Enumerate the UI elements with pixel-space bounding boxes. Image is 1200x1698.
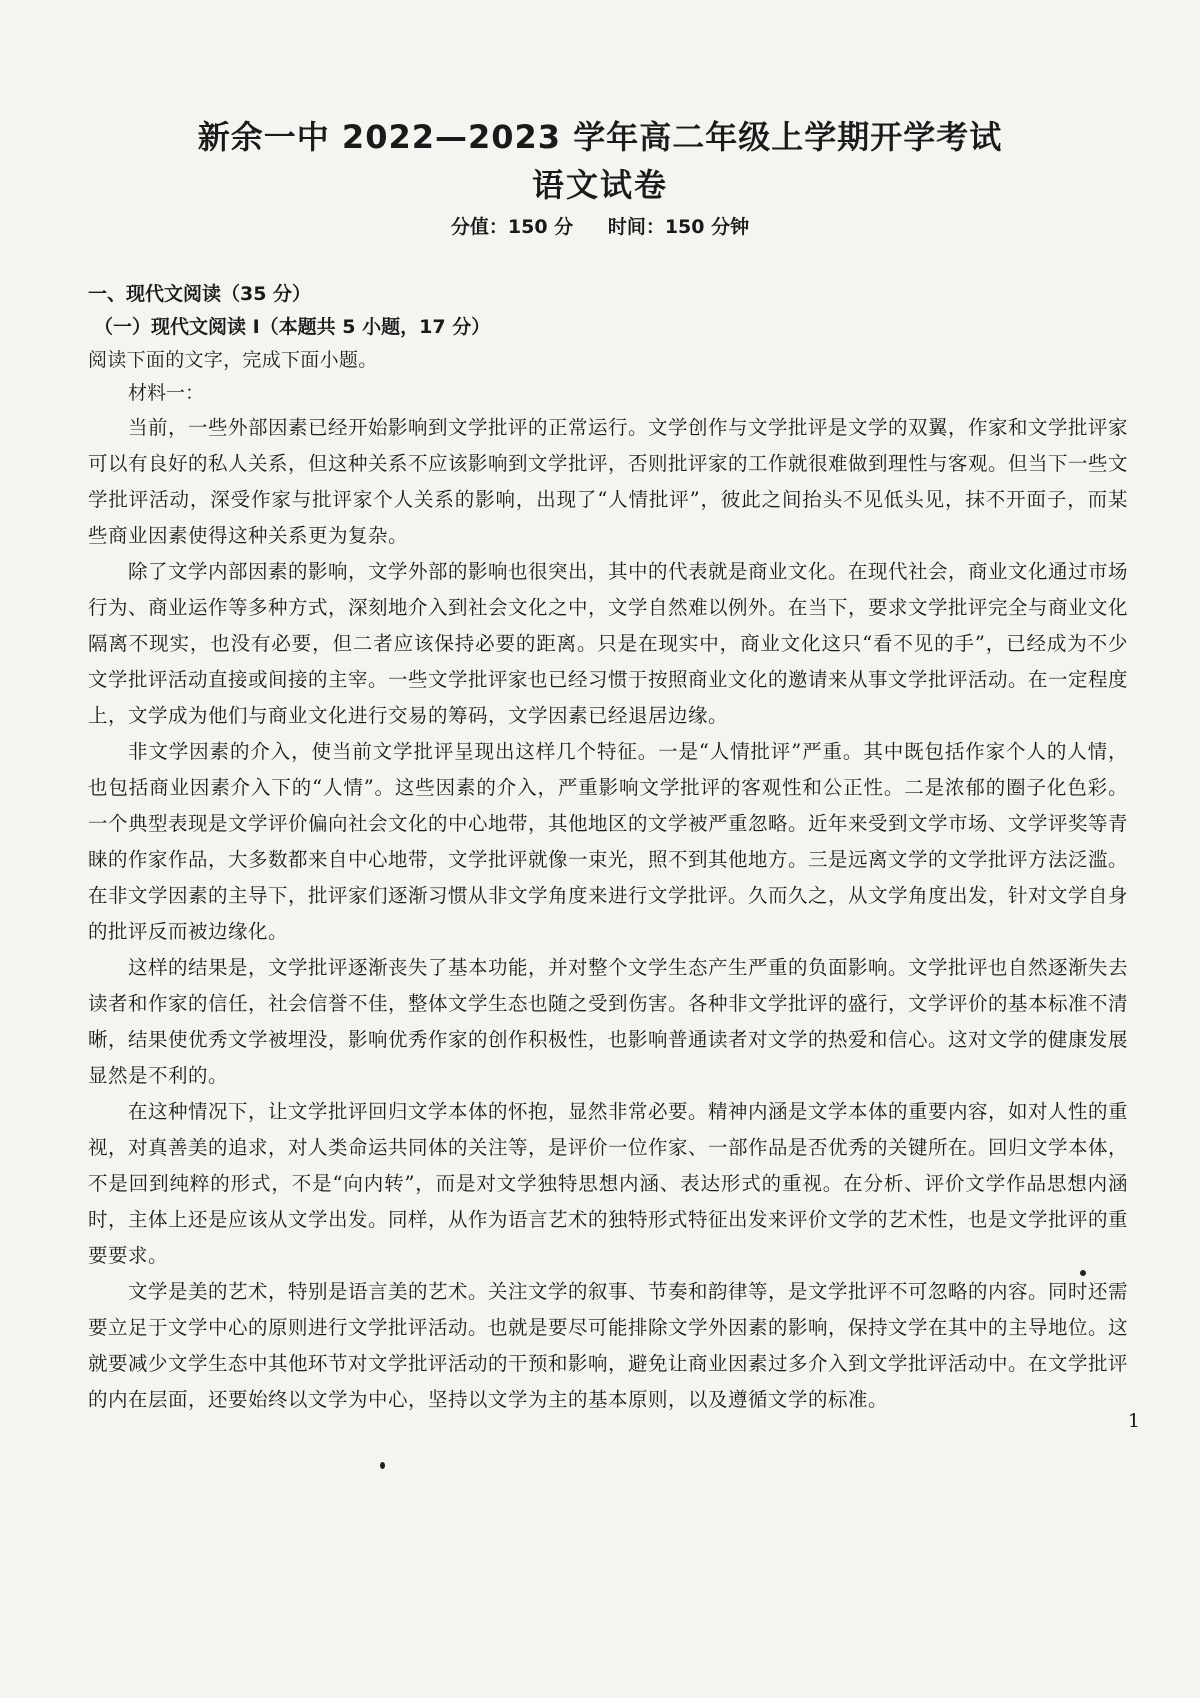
time-info: 时间：150 分钟 <box>607 216 750 238</box>
exam-meta <box>0 212 1200 239</box>
paragraph-4: 这样的结果是，文学批评逐渐丧失了基本功能，并对整个文学生态产生严重的负面影响。文学批评也自然逐渐失去读者和作家的信任，社会信誉不佳，整体文学生态也随之受到伤害。各种非文学批评的盛行，文学评价的基本标准不清晰，结果使优秀文学被埋没，影响优秀作家的创作积极性，也影响普通读者对文学的热爱和信心。这对文学的健康发展显然是不利的。 <box>88 956 1129 1087</box>
scan-speck <box>380 1462 385 1469</box>
paragraph-6: 文学是美的艺术，特别是语言美的艺术。关注文学的叙事、节奏和韵律等，是文学批评不可忽略的内容。同时还需要立足于文学中心的原则进行文学批评活动。也就是要尽可能排除文学外因素的影响，保持文学在其中的主导地位。这就要减少文学生态中其他环节对文学批评活动的干预和影响，避免让商业因素过多介入到文学批评活动中。在文学批评的内在层面，还要始终以文学为中心，坚持以文学为主的基本原则，以及遵循文学的标准。 <box>88 1280 1129 1411</box>
section-heading: 一、现代文阅读（35 分） <box>88 283 312 305</box>
exam-content <box>88 278 1128 1418</box>
scan-speck <box>1080 1270 1086 1276</box>
page-number: 1 <box>1127 1410 1140 1432</box>
paragraph-5: 在这种情况下，让文学批评回归文学本体的怀抱，显然非常必要。精神内涵是文学本体的重要内容，如对人性的重视，对真善美的追求，对人类命运共同体的关注等，是评价一位作家、一部作品是否优秀的关键所在。回归文学本体，不是回到纯粹的形式，不是“向内转”，而是对文学独特思想内涵、表达形式的重视。在分析、评价文学作品思想内涵时，主体上还是应该从文学出发。同样，从作为语言艺术的独特形式特征出发来评价文学的艺术性，也是文学批评的重要要求。 <box>88 1100 1129 1267</box>
score-info: 分值：150 分 <box>450 216 574 238</box>
material-label: 材料一： <box>128 382 205 404</box>
reading-instruction: 阅读下面的文字，完成下面小题。 <box>88 349 378 371</box>
paragraph-1: 当前，一些外部因素已经开始影响到文学批评的正常运行。文学创作与文学批评是文学的双翼，作家和文学批评家可以有良好的私人关系，但这种关系不应该影响到文学批评，否则批评家的工作就很难做到理性与客观。但当下一些文学批评活动，深受作家与批评家个人关系的影响，出现了“人情批评”，彼此之间抬头不见低头见，抹不开面子，而某些商业因素使得这种关系更为复杂。 <box>88 416 1129 547</box>
paragraph-3: 非文学因素的介入，使当前文学批评呈现出这样几个特征。一是“人情批评”严重。其中既包括作家个人的人情，也包括商业因素介入下的“人情”。这些因素的介入，严重影响文学批评的客观性和公正性。二是浓郁的圈子化色彩。一个典型表现是文学评价偏向社会文化的中心地带，其他地区的文学被严重忽略。近年来受到文学市场、文学评奖等青睐的作家作品，大多数都来自中心地带，文学批评就像一束光，照不到其他地方。三是远离文学的文学批评方法泛滥。在非文学因素的主导下，批评家们逐渐习惯从非文学角度来进行文学批评。久而久之，从文学角度出发，针对文学自身的批评反而被边缘化。 <box>88 740 1129 943</box>
exam-title: 新余一中 2022—2023 学年高二年级上学期开学考试 <box>197 118 1003 156</box>
paragraph-2: 除了文学内部因素的影响，文学外部的影响也很突出，其中的代表就是商业文化。在现代社会，商业文化通过市场行为、商业运作等多种方式，深刻地介入到社会文化之中，文学自然难以例外。在当下，要求文学批评完全与商业文化隔离不现实，也没有必要，但二者应该保持必要的距离。只是在现实中，商业文化这只“看不见的手”，已经成为不少文学批评活动直接或间接的主宰。一些文学批评家也已经习惯于按照商业文化的邀请来从事文学批评活动。在一定程度上，文学成为他们与商业文化进行交易的筹码，文学因素已经退居边缘。 <box>88 560 1129 727</box>
sub-section-heading: （一）现代文阅读 I（本题共 5 小题，17 分） <box>94 316 491 338</box>
exam-subtitle: 语文试卷 <box>531 166 668 204</box>
